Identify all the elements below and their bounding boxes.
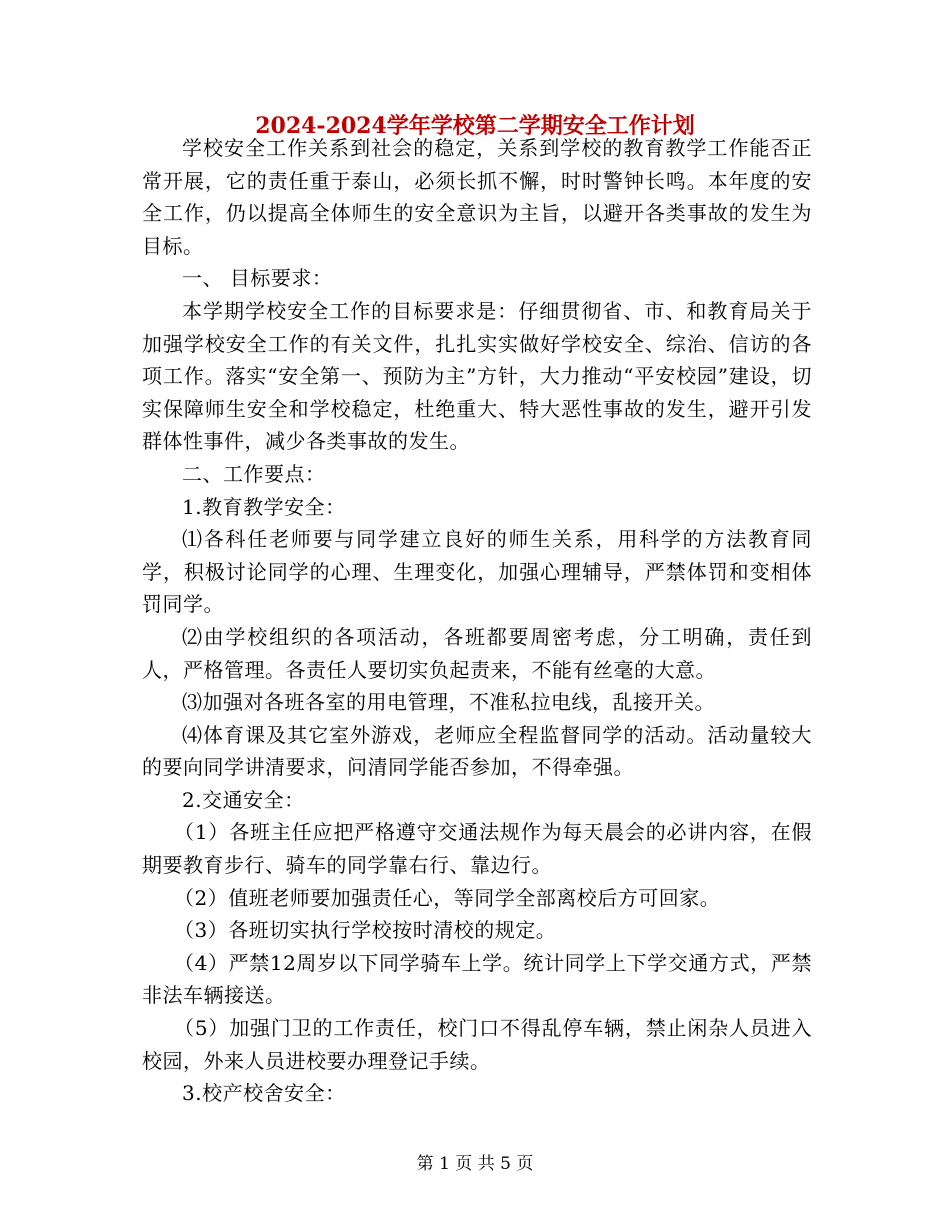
section-heading-key-points: 二、工作要点： xyxy=(182,461,326,486)
list-item: （3）各班切实执行学校按时清校的规定。 xyxy=(174,918,557,943)
intro-paragraph: 学校安全工作关系到社会的稳定，关系到学校的教育教学工作能否正常开展，它的责任重于泰山，必须长抓不懈，时时警钟长鸣。本年度的安全工作，仍以提高全体师生的安全意识为主旨，以避开各类事故的发生为目标。 xyxy=(142,136,812,258)
subsection-heading-traffic-safety: 2.交通安全： xyxy=(182,787,305,812)
section-heading-goals: 一、 目标要求： xyxy=(182,266,333,291)
list-item: ⑷体育课及其它室外游戏，老师应全程监督同学的活动。活动量较大的要向同学讲清要求，问清同学能否参加，不得牵强。 xyxy=(142,722,812,780)
list-item: ⑵由学校组织的各项活动，各班都要周密考虑，分工明确，责任到人，严格管理。各责任人要切实负起责来，不能有丝毫的大意。 xyxy=(142,624,812,682)
page-number-footer: 第 1 页 共 5 页 xyxy=(416,1154,534,1174)
document-title: 2024-2024学年学校第二学期安全工作计划 xyxy=(255,113,695,139)
list-item: （1）各班主任应把严格遵守交通法规作为每天晨会的必讲内容，在假期要教育步行、骑车的同学靠右行、靠边行。 xyxy=(142,820,812,878)
list-item: ⑶加强对各班各室的用电管理，不准私拉电线，乱接开关。 xyxy=(182,690,715,715)
goals-paragraph: 本学期学校安全工作的目标要求是：仔细贯彻省、市、和教育局关于加强学校安全工作的有关文件，扎扎实实做好学校安全、综治、信访的各项工作。落实“安全第一、预防为主”方针，大力推动“平安校园”建设，切实保障师生安全和学校稳定，杜绝重大、特大恶性事故的发生，避开引发群体性事件，减少各类事故的发生。 xyxy=(142,298,812,454)
list-item: ⑴各科任老师要与同学建立良好的师生关系，用科学的方法教育同学，积极讨论同学的心理、生理变化，加强心理辅导，严禁体罚和变相体罚同学。 xyxy=(142,527,812,617)
list-item: （2）值班老师要加强责任心，等同学全部离校后方可回家。 xyxy=(174,885,721,910)
document-body xyxy=(142,132,812,1110)
subsection-heading-teaching-safety: 1.教育教学安全： xyxy=(182,494,346,519)
subsection-heading-property-safety: 3.校产校舍安全： xyxy=(182,1081,346,1106)
list-item: （5）加强门卫的工作责任，校门口不得乱停车辆，禁止闲杂人员进入校园，外来人员进校要办理登记手续。 xyxy=(142,1016,812,1073)
list-item: （4）严禁12周岁以下同学骑车上学。统计同学上下学交通方式，严禁非法车辆接送。 xyxy=(142,950,812,1008)
